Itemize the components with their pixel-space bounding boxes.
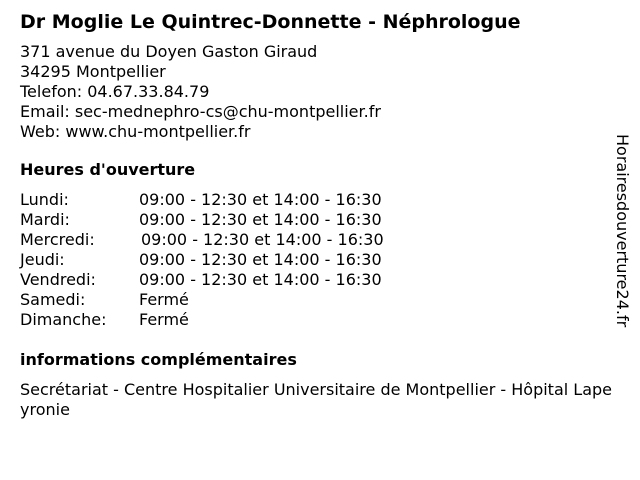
page-title: Dr Moglie Le Quintrec-Donnette - Néphrologue — [20, 11, 521, 33]
hours-heading: Heures d'ouverture — [20, 160, 196, 179]
hours-row-monday — [20, 190, 620, 210]
time-value: 09:00 - 12:30 et 14:00 - 16:30 — [141, 230, 384, 249]
web-line: Web: www.chu-montpellier.fr — [20, 122, 251, 141]
hours-row-saturday — [20, 290, 620, 310]
day-label: Lundi: — [20, 190, 69, 209]
hours-row-tuesday — [20, 210, 620, 230]
hours-row-friday — [20, 270, 620, 290]
time-value: 09:00 - 12:30 et 14:00 - 16:30 — [139, 210, 382, 229]
hours-row-wednesday — [20, 230, 620, 250]
day-label: Dimanche: — [20, 310, 107, 329]
day-label: Samedi: — [20, 290, 86, 309]
watermark-text: Horairesdouverture24.fr — [613, 134, 632, 328]
email-line: Email: sec-mednephro-cs@chu-montpellier.fr — [20, 102, 381, 121]
address-city: 34295 Montpellier — [20, 62, 166, 81]
hours-row-thursday — [20, 250, 620, 270]
info-text: Secrétariat - Centre Hospitalier Universitaire de Montpellier - Hôpital Lapeyronie — [20, 380, 613, 419]
time-value: 09:00 - 12:30 et 14:00 - 16:30 — [139, 190, 382, 209]
time-value: Fermé — [139, 310, 189, 329]
hours-table — [20, 190, 620, 330]
hours-row-sunday — [20, 310, 620, 330]
info-heading: informations complémentaires — [20, 350, 297, 369]
day-label: Mardi: — [20, 210, 70, 229]
time-value: 09:00 - 12:30 et 14:00 - 16:30 — [139, 250, 382, 269]
time-value: Fermé — [139, 290, 189, 309]
time-value: 09:00 - 12:30 et 14:00 - 16:30 — [139, 270, 382, 289]
practice-card — [20, 10, 620, 420]
address-street: 371 avenue du Doyen Gaston Giraud — [20, 42, 318, 61]
phone-line: Telefon: 04.67.33.84.79 — [20, 82, 210, 101]
day-label: Mercredi: — [20, 230, 95, 249]
day-label: Vendredi: — [20, 270, 96, 289]
day-label: Jeudi: — [20, 250, 65, 269]
